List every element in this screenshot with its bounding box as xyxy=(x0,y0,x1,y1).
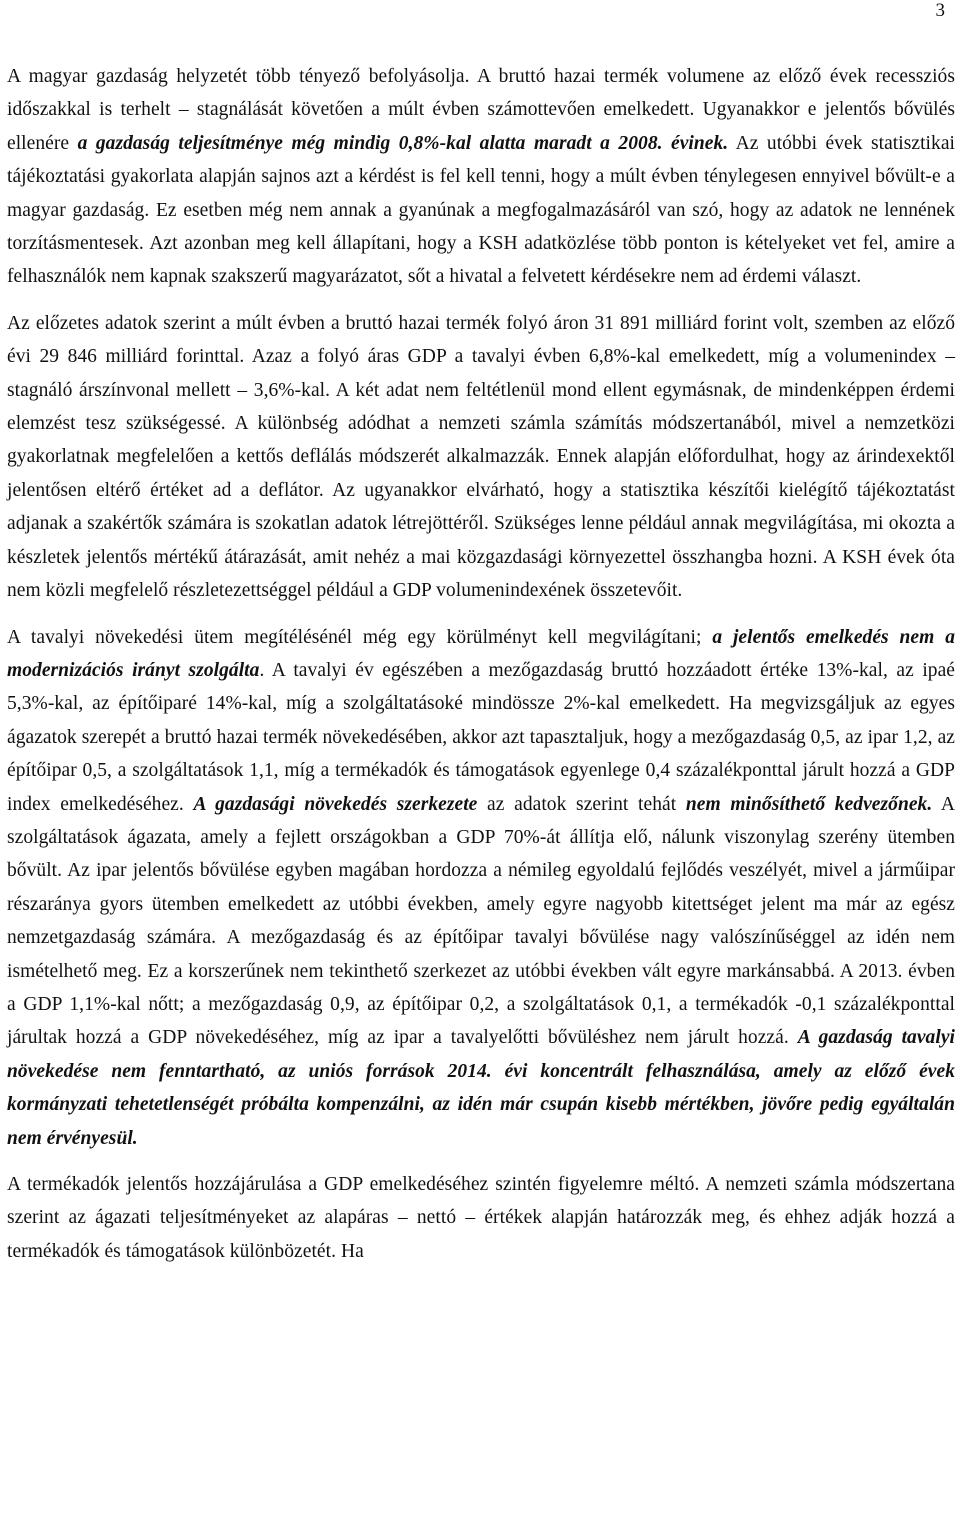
text-segment: az adatok szerint tehát xyxy=(477,793,686,815)
paragraph-economic-situation xyxy=(7,60,955,294)
emphasized-text: nem minősíthető kedvezőnek. xyxy=(685,793,933,815)
text-segment: A tavalyi növekedési ütem megítélésénél még egy körülményt kell megvilágítani; xyxy=(7,626,713,648)
emphasized-text: A gazdasági növekedés szerkezete xyxy=(193,793,478,815)
paragraph-preliminary-data xyxy=(7,307,955,608)
emphasized-text: a gazdaság teljesítménye még mindig 0,8%-kal alatta maradt a 2008. évinek. xyxy=(77,132,729,154)
page-number: 3 xyxy=(935,0,945,21)
paragraph-product-taxes xyxy=(7,1168,955,1268)
text-segment: A termékadók jelentős hozzájárulása a GDP emelkedéséhez szintén figyelemre méltó. A nemzeti számla módszertana szerint az ágazati teljesítményeket az alapáras – nettó – értékek alapján határozzák meg, és ehhez adják hozzá a termékadók és támogatások különbözetét. Ha xyxy=(7,1174,955,1262)
text-segment: A magyar gazdaság helyzetét több tényező befolyásolja. A bruttó hazai termék volumene az előző évek recessziós időszakkal is terhelt – stagnálását követően a múlt évben számottevően emelkedett. Ugyanakkor e jelentős bővülés ellenére xyxy=(7,66,955,154)
emphasized-text: a jelentős emelkedés nem a modernizációs irányt szolgálta xyxy=(7,626,955,681)
document-body xyxy=(7,60,955,1281)
emphasized-text: A gazdaság tavalyi növekedése nem fenntartható, az uniós források 2014. évi koncentrált felhasználása, amely az előző évek kormányzati tehetetlenségét próbálta kompenzálni, az idén már csupán kisebb mértékben, jövőre pedig egyáltalán nem érvényesül. xyxy=(7,1027,955,1149)
paragraph-growth-structure xyxy=(7,621,955,1156)
text-segment: . A tavalyi év egészében a mezőgazdaság bruttó hozzáadott értéke 13%-kal, az ipaé 5,3%-kal, az építőiparé 14%-kal, míg a szolgáltatásoké mindössze 2%-kal emelkedett. Ha megvizsgáljuk az egyes ágazatok szerepét a bruttó hazai termék növekedésében, akkor azt tapasztaljuk, hogy a mezőgazdaság 0,5, az ipar 1,2, az építőipar 0,5, a szolgáltatások 1,1, míg a termékadók és támogatások egyenlege 0,4 százalékponttal járult hozzá a GDP index emelkedéséhez. xyxy=(7,659,955,815)
text-segment: A szolgáltatások ágazata, amely a fejlett országokban a GDP 70%-át állítja elő, nálunk viszonylag szerény ütemben bővült. Az ipar jelentős bővülése egyben magában hordozza a némileg egyoldalú fejlődés veszélyét, mivel a járműipar részaránya gyors ütemben emelkedett az utóbbi években, amely egyre nagyobb kitettséget jelent ma már az egész nemzetgazdaság számára. A mezőgazdaság és az építőipar tavalyi bővülése nagy valószínűséggel az idén nem ismételhető meg. Ez a korszerűnek nem tekinthető szerkezet az utóbbi években vált egyre markánsabbá. A 2013. évben a GDP 1,1%-kal nőtt; a mezőgazdaság 0,9, az építőipar 0,2, a szolgáltatások 0,1, a termékadók -0,1 százalékponttal járultak hozzá a GDP növekedéséhez, míg az ipar a tavalyelőtti bővüléshez nem járult hozzá. xyxy=(7,793,955,1049)
text-segment: Az előzetes adatok szerint a múlt évben a bruttó hazai termék folyó áron 31 891 milliárd forint volt, szemben az előző évi 29 846 milliárd forinttal. Azaz a folyó áras GDP a tavalyi évben 6,8%-kal emelkedett, míg a volumenindex – stagnáló árszínvonal mellett – 3,6%-kal. A két adat nem feltétlenül mond ellent egymásnak, de mindenképpen érdemi elemzést tesz szükségessé. A különbség adódhat a nemzeti számla számítás módszertanából, mivel a nemzetközi gyakorlatnak megfelelően a kettős deflálás módszerét alkalmazzák. Ennek alapján előfordulhat, hogy az árindexektől jelentősen eltérő értéket ad a deflátor. Az ugyanakkor elvárható, hogy a statisztika készítői kielégítő tájékoztatást adjanak a szakértők számára is szokatlan adatok létrejöttéről. Szükséges lenne például annak megvilágítása, mi okozta a készletek jelentős mértékű átárazását, amit nehéz a mai közgazdasági környezettel összhangba hozni. A KSH évek óta nem közli megfelelő részletezettséggel például a GDP volumenindexének összetevőit. xyxy=(7,312,955,602)
text-segment: Az utóbbi évek statisztikai tájékoztatási gyakorlata alapján sajnos azt a kérdést is fel kell tenni, hogy a múlt évben ténylegesen ennyivel bővült-e a magyar gazdaság. Ez esetben még nem annak a gyanúnak a megfogalmazásáról van szó, hogy az adatok ne lennének torzításmentesek. Azt azonban meg kell állapítani, hogy a KSH adatközlése több ponton is kételyeket vet fel, amire a felhasználók nem kapnak szakszerű magyarázatot, sőt a hivatal a felvetett kérdésekre nem ad érdemi választ. xyxy=(7,132,955,288)
